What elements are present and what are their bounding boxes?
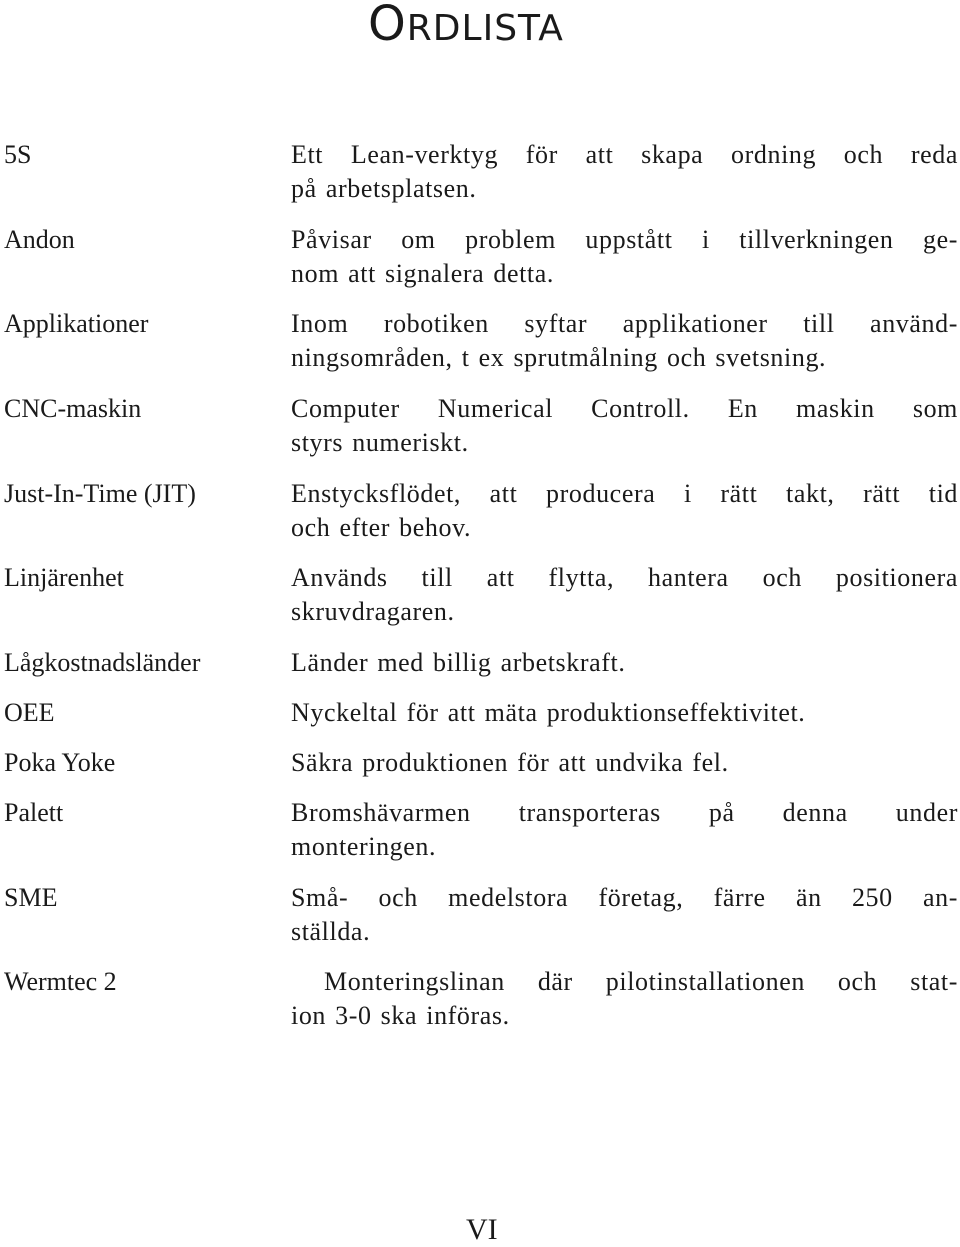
glossary-definition: [291, 561, 958, 629]
definition-line: monteringen.: [291, 832, 437, 861]
definition-line: Säkra produktionen för att undvika fel.: [291, 748, 729, 777]
glossary-definition: [291, 307, 958, 375]
glossary-term: OEE: [4, 698, 55, 727]
definition-line: Används till att flytta, hantera och positionera: [291, 563, 958, 592]
glossary-term: Just-In-Time (JIT): [4, 479, 196, 508]
definition-line: Påvisar om problem uppstått i tillverkningen ge-: [291, 225, 958, 254]
definition-line: Enstycksflödet, att producera i rätt takt, rätt tid: [291, 479, 958, 508]
definition-line: Monteringslinan där pilotinstallationen och stat-: [291, 967, 958, 996]
page-title: [368, 0, 564, 53]
page-title-initial: O: [368, 0, 407, 52]
definition-line: Länder med billig arbetskraft.: [291, 648, 626, 677]
definition-line: ningsområden, t ex sprutmålning och svetsning.: [291, 343, 827, 372]
glossary-definition: [291, 477, 958, 545]
definition-line: Nyckeltal för att mäta produktionseffektivitet.: [291, 698, 806, 727]
page-number: VI: [466, 1213, 498, 1246]
definition-line: Ett Lean-verktyg för att skapa ordning och reda: [291, 140, 958, 169]
definition-line: styrs numeriskt.: [291, 428, 469, 457]
glossary-definition: [291, 881, 958, 949]
glossary-definition: [291, 646, 958, 680]
page-title-rest: RDLISTA: [406, 8, 564, 49]
glossary-term: Linjärenhet: [4, 563, 124, 592]
glossary-definition: [291, 392, 958, 460]
glossary-term: CNC-maskin: [4, 394, 142, 423]
definition-line: Bromshävarmen transporteras på denna under: [291, 798, 958, 827]
glossary-term: Palett: [4, 798, 64, 827]
glossary-definition: [291, 796, 958, 864]
glossary-term: SME: [4, 883, 58, 912]
definition-line: skruvdragaren.: [291, 597, 455, 626]
glossary-definition: [291, 138, 958, 206]
definition-line: ställda.: [291, 917, 371, 946]
glossary-term: Andon: [4, 225, 75, 254]
glossary-definition: [291, 696, 958, 730]
definition-line: Små- och medelstora företag, färre än 250 an-: [291, 883, 958, 912]
glossary-definition: [291, 223, 958, 291]
definition-line: och efter behov.: [291, 513, 472, 542]
definition-line: på arbetsplatsen.: [291, 174, 477, 203]
definition-line: ion 3-0 ska införas.: [291, 1001, 510, 1030]
glossary-term: Poka Yoke: [4, 748, 116, 777]
definition-line: Inom robotiken syftar applikationer till använd-: [291, 309, 958, 338]
glossary-definition: [291, 746, 958, 780]
glossary-definition: [291, 965, 958, 1033]
definition-line: nom att signalera detta.: [291, 259, 554, 288]
glossary-term: Applikationer: [4, 309, 149, 338]
glossary-term: 5S: [4, 140, 32, 169]
glossary-term: Wermtec 2: [4, 967, 117, 996]
glossary-term: Lågkostnadsländer: [4, 648, 201, 677]
definition-line: Computer Numerical Controll. En maskin som: [291, 394, 958, 423]
